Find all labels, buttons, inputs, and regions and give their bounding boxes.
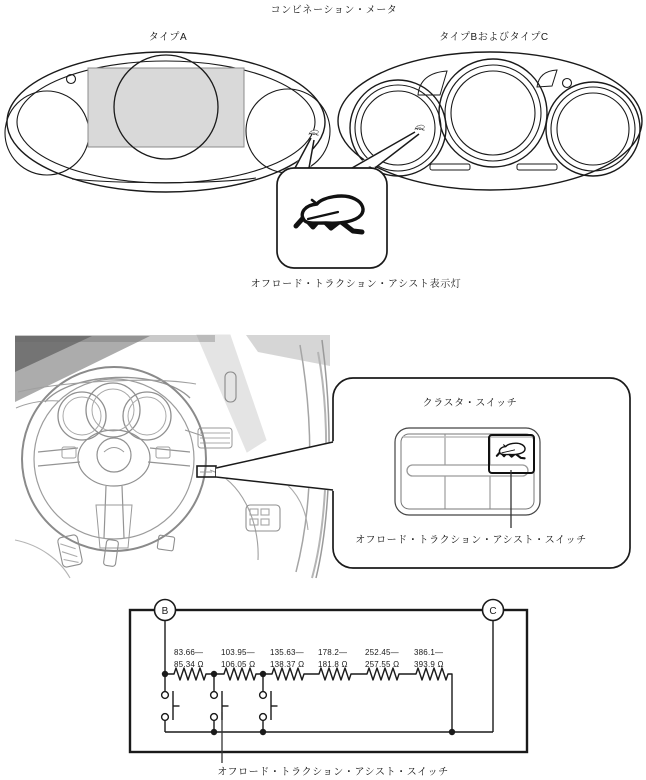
push-switch-1 (162, 674, 180, 732)
resistor-5-min: 252.45— (365, 648, 399, 657)
push-switch-3 (260, 674, 278, 732)
resistor-2-min: 103.95— (221, 648, 255, 657)
page-title: コンビネーション・メータ (270, 5, 398, 16)
type-bc-label: タイプBおよびタイプC (439, 32, 549, 43)
circuit-border (130, 610, 527, 752)
resistor-3-min: 135.63— (270, 648, 304, 657)
cluster-switch-label: オフロード・トラクション・アシスト・スイッチ (355, 535, 587, 546)
combination-meter-section (5, 4, 642, 290)
resistor-1-min: 83.66— (174, 648, 204, 657)
resistor-4-min: 178.2— (318, 648, 348, 657)
junction-dots (162, 671, 455, 735)
push-switch-2 (211, 674, 229, 732)
indicator-label: オフロード・トラクション・アシスト表示灯 (250, 279, 462, 290)
offroad-traction-assist-icon-small-a (309, 130, 318, 135)
indicator-callout (277, 125, 424, 268)
terminal-c-label: C (489, 606, 497, 617)
resistor-chain (165, 668, 452, 732)
cluster-switch-title: クラスタ・スイッチ (422, 398, 518, 409)
circuit-diagram (130, 600, 527, 779)
offroad-traction-assist-icon-small-bc (415, 125, 424, 130)
resistor-4-max: 181.8 Ω (318, 660, 348, 669)
cluster-gauges-sketch (58, 383, 171, 440)
circuit-switch-label: オフロード・トラクション・アシスト・スイッチ (217, 767, 449, 778)
resistor-1-max: 85.34 Ω (174, 660, 204, 669)
type-a-cluster-drawing (5, 52, 330, 192)
resistor-6-min: 386.1— (414, 648, 444, 657)
resistor-6-max: 393.9 Ω (414, 660, 444, 669)
pedals-sketch (15, 534, 175, 578)
resistor-3-max: 138.37 Ω (270, 660, 305, 669)
resistor-2-max: 106.05 Ω (221, 660, 256, 669)
terminal-b-label: B (161, 606, 169, 617)
steering-wheel-sketch (22, 367, 206, 551)
resistor-values (174, 648, 444, 669)
type-a-label: タイプA (148, 32, 188, 43)
cluster-switch-panel-drawing (395, 428, 540, 528)
resistor-5-max: 257.55 Ω (365, 660, 400, 669)
cluster-switch-callout (216, 378, 630, 568)
type-bc-cluster-drawing (338, 52, 642, 190)
